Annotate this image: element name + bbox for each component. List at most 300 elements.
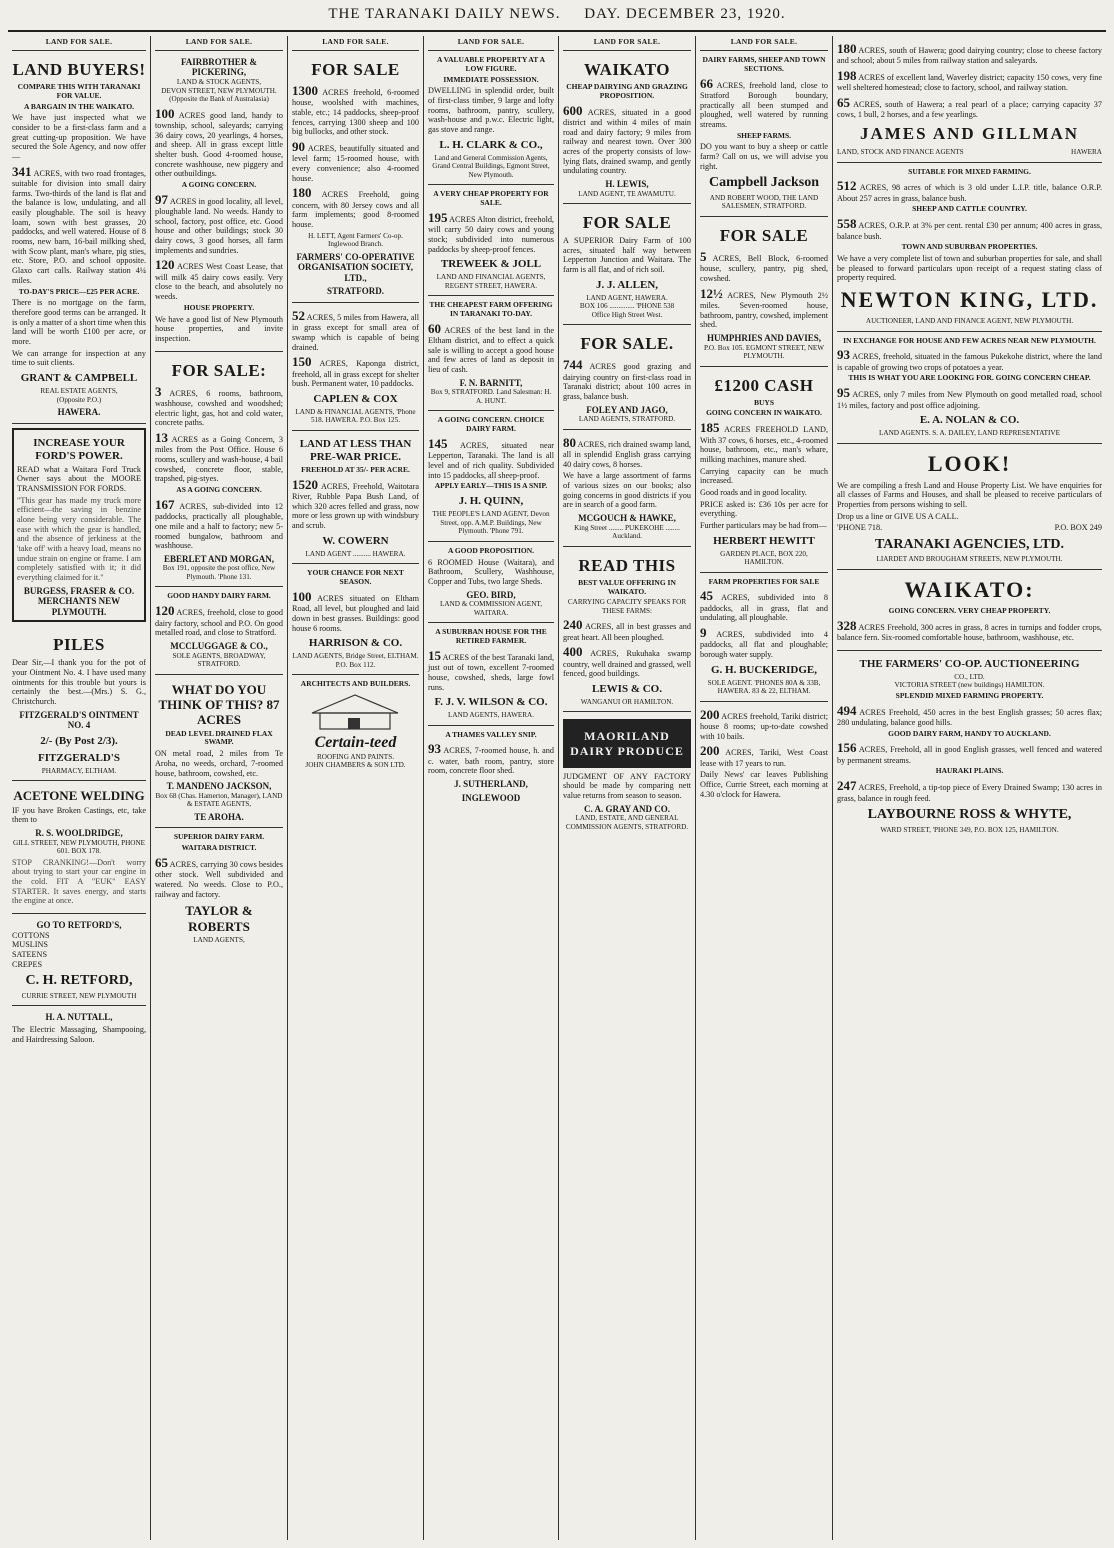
lot-1	[292, 83, 419, 137]
for-sale-headline: FOR SALE	[311, 59, 400, 79]
section-header: LAND FOR SALE.	[12, 36, 146, 51]
lot-2	[292, 139, 419, 183]
going-headline: A GOING CONCERN. CHOICE DAIRY FARM.	[437, 415, 545, 434]
headline: DAIRY FARMS, SHEEP AND TOWN SECTIONS.	[702, 54, 826, 73]
price-text: PRICE asked is: £36 10s per acre for everything.	[700, 499, 828, 519]
retford-address: CURRIE STREET, NEW PLYMOUTH	[21, 991, 137, 1000]
lot-5-text: ACRES, 7-roomed house, h. and c. water, bath room, pantry, store room, concrete floor shed.	[428, 746, 554, 776]
agent-james-gillman-town: HAWERA	[1071, 148, 1102, 157]
lot-2	[700, 249, 828, 284]
lot-2-acres: 60	[428, 320, 441, 336]
agent-cowern-sub: LAND AGENT .......... HAWERA.	[305, 549, 406, 558]
agent-sub: REAL ESTATE AGENTS,	[40, 387, 118, 396]
lot-text: ACRES, with two road frontages, suitable for division into small dairy farms. Two-thirds of the land is flat and the balance is low, undulating, and all easily ploughable. The soil is heavy loam, sown with best grasses, 20 paddocks, and well watered. House of 8 rooms, new barn, 16-bail milking shed, with Scow plant, man's whare, pig sties, etc. Store, P.O. and school opposite. Glaxo cart calls. Railway station 4¼ miles.	[12, 168, 146, 285]
house-text: We have a good list of New Plymouth house properties, and invite inspection.	[155, 314, 283, 343]
lot-4-acres: 512	[837, 178, 857, 194]
house-illustration	[292, 691, 418, 731]
further-text: Further particulars may be had from—	[700, 520, 827, 530]
mixed-headline: SUITABLE FOR MIXED FARMING.	[908, 166, 1031, 176]
agent-hewitt-sub: GARDEN PLACE, BOX 220, HAMILTON.	[720, 549, 808, 567]
coop-town: STRATFORD.	[326, 286, 385, 297]
freehold-sub: FREEHOLD AT 35/- PER ACRE.	[301, 464, 410, 474]
lot-3-text: ACRES Freehold, going concern, with 80 Jersey cows and all farm implements; good 8-roomed house.	[292, 190, 419, 229]
chance-headline: YOUR CHANCE FOR NEXT SEASON.	[307, 568, 404, 587]
mortgage-text: There is no mortgage on the farm, therefore good terms can be arranged. It is only a matter of a short time when this land will be worth £100 per acre, or more.	[12, 298, 146, 347]
firm-name: FAIRBROTHER & PICKERING,	[180, 56, 258, 78]
waikato-sub: GOING CONCERN. VERY CHEAP PROPERTY.	[888, 605, 1051, 615]
lot-8	[837, 618, 1102, 643]
text-1: A SUPERIOR Dairy Farm of 100 acres, situated half way between Lepperton Junction and Waitara. The farm is all flat, and of rich soil.	[563, 236, 691, 275]
looking-headline: THIS IS WHAT YOU ARE LOOKING FOR. GOING CONCERN CHEAP.	[848, 373, 1091, 383]
cash-sub: BUYS	[753, 397, 774, 407]
lot-6	[292, 477, 419, 531]
lot-10	[837, 740, 1102, 765]
lot-5-acres: 150	[292, 354, 312, 370]
list-text: We have a large assortment of farms of various sizes on our books; also going concerns in good districts if you are in search of a good farm.	[563, 471, 691, 510]
exchange-headline: IN EXCHANGE FOR HOUSE AND FEW ACRES NEAR NEW PLYMOUTH.	[843, 335, 1096, 345]
retford-item-1: COTTONS	[12, 930, 50, 940]
agent-james-gillman: JAMES AND GILLMAN	[859, 124, 1080, 143]
for-sale-2-headline: FOR SALE.	[580, 334, 674, 354]
lot-6	[837, 347, 1102, 372]
lot-3-text: ACRES, New Plymouth 2½ miles. Seven-roomed house, bathroom, pantry, cowshed, implement shed.	[700, 290, 828, 330]
text-1: DWELLING in splendid order, built of first-class timber, 9 large and lofty rooms, bathroom, pantry, scullery, wash-house and p.w.c. Electric light, gas stove and range.	[428, 86, 554, 135]
agent-mandeno: T. MANDENO JACKSON,	[166, 781, 272, 792]
firm-newton-king-sub: AUCTIONEER, LAND AND FINANCE AGENT, NEW PLYMOUTH.	[865, 317, 1074, 326]
bargain-title: A BARGAIN IN THE WAIKATO.	[23, 101, 135, 111]
look-text: We are compiling a fresh Land and House Property List. We have enquiries for all classes of Farms and Houses, and shall be pleased to receive particulars of Properties from persons wishing to sell.	[837, 480, 1102, 509]
sheep-headline: SHEEP AND CATTLE COUNTRY.	[912, 204, 1027, 214]
agent-james-gillman-sub: LAND, STOCK AND FINANCE AGENTS	[837, 148, 964, 157]
ad-harrison	[292, 564, 419, 675]
agent-gray: C. A. GRAY AND CO.	[583, 803, 671, 814]
lot-7-acres: 95	[837, 385, 850, 401]
lot-4-text: ACRES, 98 acres of which is 3 old under L.I.P. title, balance O.R.P. About 257 acres in grass, balance bush.	[837, 183, 1102, 203]
lot-2-acres: 97	[155, 191, 168, 207]
cheapest-headline: THE CHEAPEST FARM OFFERING IN TARANAKI TO-DAY.	[429, 300, 553, 318]
lot-7	[837, 385, 1102, 410]
lot-7-text: ACRES, freehold, close to good dairy factory, school and P.O. On good metalled road, and close to Stratford.	[155, 608, 283, 638]
agent-barnitt-sub: Box 9, STRATFORD. Land Salesman: H. A. HUNT.	[430, 388, 552, 405]
agent-treweek-sub: LAND AND FINANCIAL AGENTS, REGENT STREET, HAWERA.	[436, 273, 546, 290]
lot-4-text: ACRES, 6 rooms, bathroom, washhouse, cowshed and woodshed; electric light, gas, hot and cold water, concrete paths.	[155, 388, 283, 428]
section-header: LAND FOR SALE.	[700, 36, 828, 51]
suburban-headline: A SUBURBAN HOUSE FOR THE RETIRED FARMER.	[435, 627, 547, 645]
lot-2-text: ACRES in good locality, all level, ploughable land. No weeds. Handy to school, factory, post office, etc. Good house and other buildings; stock 30 dairy cows, 3 good horses, all farm implements and sundries.	[155, 196, 283, 255]
piles-text: Dear Sir,—I thank you for the pot of your Ointment No. 4. I have used many ointments for this trouble but yours is certainly the best.—(Mrs.) S. G., Christchurch.	[12, 658, 146, 707]
masthead	[0, 6, 1114, 28]
agent-allen-office: Office High Street West.	[591, 310, 663, 319]
ad-lewis	[563, 51, 691, 204]
coop-address: VICTORIA STREET (new buildings) HAMILTON.	[894, 681, 1045, 690]
lot-7-acres: 200	[700, 706, 720, 722]
what-headline: WHAT DO YOU THINK OF THIS? 87 ACRES	[158, 681, 280, 728]
ad-taylor	[155, 828, 283, 949]
certain-firm: JOHN CHAMBERS & SON LTD.	[305, 761, 406, 770]
agent-sutherland: J. SUTHERLAND,	[454, 779, 528, 790]
lot-4	[837, 178, 1102, 203]
lot-3	[837, 95, 1102, 120]
agent-allen-phone: BOX 106 .............. 'PHONE 538	[579, 302, 675, 311]
lot-7	[155, 603, 283, 638]
ford-agent: BURGESS, FRASER & CO. MERCHANTS NEW PLYMOUTH.	[23, 585, 135, 617]
ad-farmers-coop	[837, 651, 1102, 839]
lot-7-acres: 100	[292, 588, 312, 604]
lot-3-acres: 120	[155, 257, 175, 273]
firm-sub: LAND & STOCK AGENTS,	[176, 78, 262, 87]
agent-mccluggage-sub: SOLE AGENTS, BROADWAY, STRATFORD.	[172, 651, 266, 669]
lot-7-text: ACRES, only 7 miles from New Plymouth on good metalled road, school 1½ miles, factory and post office adjoining.	[837, 390, 1102, 410]
lot-11-text: ACRES, Freehold, a tip-top piece of Every Drained Swamp; 130 acres in grass, balance in rough feed.	[837, 783, 1102, 803]
lot-6-acres: 167	[155, 496, 175, 512]
text-2: 6 ROOMED House (Waitara), and Bathroom, Scullery, Washhouse, Copper and Tubs, two large Sheds.	[428, 557, 554, 586]
lot-1-acres: 66	[700, 75, 713, 91]
lot-1	[700, 76, 828, 130]
piles-firm-sub: PHARMACY, ELTHAM.	[41, 766, 117, 775]
lot-6-acres: 93	[837, 347, 850, 363]
column-2	[151, 36, 288, 1540]
ad-grant-campbell	[12, 51, 146, 424]
agent-nolan-sub: LAND AGENTS. S. A. DAILEY, LAND REPRESENTATIVE	[879, 429, 1060, 438]
lot-7	[292, 589, 419, 633]
lot-2-acres: 744	[563, 357, 583, 373]
lot-5	[563, 644, 691, 679]
agencies-address: LIARDET AND BROUGHAM STREETS, NEW PLYMOUTH.	[876, 555, 1063, 564]
weld-body: STOP CRANKING!—Don't worry about trying to start your car engine in the cold. FIT A "EUK" EASY STARTER. It saves energy, and starts the engine at once.	[12, 857, 146, 906]
lot-3-acres: 12½	[700, 285, 723, 301]
agent-mccluggage: MCCLUGGAGE & CO.,	[170, 640, 268, 651]
lot-2-acres: 5	[700, 248, 707, 264]
ad-eberlet	[155, 352, 283, 588]
agent-lewis: H. LEWIS,	[605, 178, 649, 189]
retford-item-2: MUSLINS	[12, 940, 48, 950]
lot-2	[155, 192, 283, 256]
headline: LAND BUYERS!	[12, 59, 146, 79]
lot-5-text: ACRES as a Going Concern, 3 miles from the Post Office. House 6 rooms, scullery and wash-house, 4 bail cowshed, concrete floor, stable, trapshed, pig-styes.	[155, 435, 283, 484]
lot-1-text: ACRES freehold, 6-roomed house, woolshed with machines, stable, etc.; 14 paddocks, sheep-proof fences, carrying 1300 sheep and 100 big bullocks, and other stock.	[292, 87, 419, 137]
lot-6-text: ACRES, sub-divided into 12 paddocks, practically all ploughable, one mile and a half to factory; new 5-roomed bungalow, bathroom and washhouse.	[155, 501, 283, 551]
agent-laybourne: LAYBOURNE ROSS & WHYTE,	[867, 807, 1072, 823]
sheep-headline: SHEEP FARMS.	[736, 130, 792, 140]
section-header: LAND FOR SALE.	[428, 36, 554, 51]
lot-9-acres: 494	[837, 702, 857, 718]
house-property: HOUSE PROPERTY.	[183, 302, 255, 312]
po-box: P.O. BOX 249	[1054, 523, 1102, 533]
agent-allen-sub: LAND AGENT, HAWERA.	[586, 293, 668, 302]
lot-3	[292, 185, 419, 229]
lot-7-text: ACRES situated on Eltham Road, all level, but ploughed and laid down in best grasses. Buildings: good house 6 rooms.	[292, 593, 419, 633]
lot-3-acres: 80	[563, 434, 576, 450]
ford-body: "This gear has made my truck more efficient—the saving in benzine alone being very considerable. The ease with which the gear is handled, and the absence of jerkiness at the 'take off' with a heavy load, means no undue strain on engine or frame. I am completely satisfied with it; it did everything claimed for it."	[17, 495, 141, 582]
ad-for-sale	[292, 51, 419, 303]
agent-mcgouch-sub: King Street ........ PUKEKOHE ........ Auckland.	[574, 523, 680, 541]
certain-sub: ROOFING AND PAINTS.	[316, 752, 394, 761]
lot-1-text: ACRES, south of Hawera; good dairying country; close to cheese factory and school; about 5 miles from railway station and saleyards.	[837, 46, 1102, 66]
agent-quinn-sub: THE PEOPLE'S LAND AGENT, Devon Street, opp. A.M.P. Buildings, New Plymouth. 'Phone 791.	[432, 510, 550, 536]
ad-newton-king	[837, 163, 1102, 332]
agent-mcgouch: MCGOUCH & HAWKE,	[578, 513, 676, 524]
lot-5-text: ACRES, Kaponga district, freehold, all in grass except for shelter bush. Permanent water, 10 paddocks.	[292, 359, 419, 389]
auckland-headline: GOOD DAIRY FARM, HANDY TO AUCKLAND.	[888, 728, 1051, 738]
agent-caplen-sub: LAND & FINANCIAL AGENTS, 'Phone 518. HAWERA. P.O. Box 125.	[295, 407, 416, 425]
lot-4-acres: 52	[292, 308, 305, 323]
going-concern: A GOING CONCERN.	[181, 179, 257, 189]
lot-6-acres: 1520	[292, 476, 318, 492]
masthead-date: DAY. DECEMBER 23, 1920.	[584, 6, 786, 22]
lot-8-text: ACRES, carrying 30 cows besides other stock. Well subdivided and watered. No weeds. Close to P.O., railway and factory.	[155, 860, 283, 899]
lot-3-text: ACRES, situated near Lepperton, Taranaki. The land is all level and of rich quality. Subdivided into 15 paddocks, all sheep-proof.	[428, 441, 554, 480]
ad-nuttall	[12, 1006, 146, 1051]
lot-5-acres: 400	[563, 644, 583, 660]
lot-2-acres: 198	[837, 68, 857, 83]
lot-6-text: ACRES, subdivided into 4 paddocks, all flat and ploughable; borough water supply.	[700, 630, 828, 660]
ford-text: READ what a Waitara Ford Truck Owner says about the MOORE TRANSMISSION FOR FORDS.	[17, 464, 141, 493]
agent-address: (Opposite P.O.)	[56, 395, 102, 404]
agent-taylor-sub: LAND AGENTS,	[193, 936, 245, 945]
farm-props-headline: FARM PROPERTIES FOR SALE	[708, 576, 820, 586]
cheap-headline: A VERY CHEAP PROPERTY FOR SALE.	[433, 189, 549, 207]
column-6	[696, 36, 833, 1540]
news-text: Daily News' car leaves Publishing Office, Currie Street, each morning at 4.30 o'clock for Hawera.	[700, 770, 828, 799]
retford-headline: GO TO RETFORD'S,	[36, 920, 122, 931]
ad-barnitt	[428, 296, 554, 411]
agent-lett: H. LETT, Agent Farmers' Co-op. Inglewood Branch.	[308, 231, 403, 249]
coop-sub: CO., LTD.	[954, 672, 985, 681]
cash-headline: £1200 CASH	[714, 375, 814, 395]
lot-1-text: ACRES, freehold land, close to Stratford Borough boundary, practically all been stumped and ploughed, well watered by running streams.	[700, 80, 828, 129]
agent-lewis-co-sub: WANGANUI OR HAMILTON.	[580, 697, 674, 706]
ad-wilson	[428, 623, 554, 725]
ad-lewis-co	[563, 547, 691, 713]
lot-4-text: ACRES, 5 miles from Hawera, all in grass except for small area of swamp which is capable of being drained.	[292, 313, 419, 352]
drop-text: Drop us a line or GIVE US A CALL.	[837, 511, 959, 521]
lot-5	[428, 741, 554, 776]
town-text: We have a very complete list of town and suburban properties for sale, and shall be pleased to forward particulars upon receipt of a request stating class of property required.	[837, 254, 1102, 283]
ad-piles	[12, 626, 146, 781]
ad-caplen	[292, 303, 419, 431]
ad-foley	[563, 325, 691, 429]
ad-buckeridge	[700, 573, 828, 702]
ad-certainteed	[292, 675, 419, 774]
subheadline: COMPARE THIS WITH TARANAKI FOR VALUE.	[17, 81, 141, 100]
lot-3	[428, 436, 554, 480]
town-headline: TOWN AND SUBURBAN PROPERTIES.	[901, 242, 1038, 252]
lot-4-acres: 15	[428, 647, 441, 663]
nuttall-firm: H. A. NUTTALL,	[45, 1012, 113, 1023]
lot-1-text: ACRES good land, handy to township, school, saleyards; carrying 36 dairy cows, 20 yearlings, 4 horses, and sheep. All in grass except little shelter bush. Good 4-roomed house, concrete washhouse, new piggery and other outbuildings.	[155, 110, 283, 179]
lot-5-acres: 558	[837, 216, 857, 232]
lot-6	[155, 497, 283, 551]
lot-9	[837, 703, 1102, 728]
column-3	[288, 36, 424, 1540]
carry-line: CARRYING CAPACITY SPEAKS FOR THESE FARMS:	[567, 598, 687, 615]
ad-quinn	[428, 411, 554, 541]
firm-sub: AND ROBERT WOOD, THE LAND SALESMEN, STRATFORD.	[709, 193, 819, 211]
lot-2	[837, 68, 1102, 93]
lot-4	[563, 617, 691, 642]
agent-buckeridge: G. H. BUCKERIDGE,	[710, 663, 818, 676]
agent-lewis-sub: LAND AGENT, TE AWAMUTU.	[578, 189, 676, 198]
price-line: TO-DAY'S PRICE—£25 PER ACRE.	[18, 286, 140, 296]
agent-wilson-sub: LAND AGENTS, HAWERA.	[447, 711, 535, 720]
lot-1-acres: 180	[837, 41, 857, 56]
column-5	[559, 36, 696, 1540]
agent-barnitt: F. N. BARNITT,	[459, 377, 523, 388]
lot-3-acres: 145	[428, 436, 448, 452]
maoriland-banner: MAORILAND DAIRY PRODUCE	[563, 719, 691, 767]
lot-2-text: ACRES, beautifully situated and level farm; 15-roomed house, with every convenience; also 4-roomed house.	[292, 143, 419, 183]
agent-eberlet: EBERLET AND MORGAN,	[163, 553, 275, 564]
lot-5	[700, 588, 828, 623]
lot-4-acres: 3	[155, 383, 162, 399]
lot-5-text: ACRES, subdivided into 8 paddocks, all in grass, flat and undulating, all ploughable.	[700, 593, 828, 623]
firm-name: Campbell Jackson	[708, 175, 820, 191]
retford-item-3: SATEENS	[12, 950, 48, 960]
phone: 'PHONE 718.	[837, 523, 883, 533]
retford-firm: C. H. RETFORD,	[25, 973, 133, 989]
agent-buckeridge-sub: SOLE AGENT. 'PHONES 80A & 33B, HAWERA. 83 & 22, ELTHAM.	[707, 678, 821, 696]
ad-clark	[428, 51, 554, 185]
lot-1	[837, 41, 1102, 66]
agent-sutherland-town: INGLEWOOD	[461, 792, 521, 803]
lot-10-text: ACRES, Freehold, all in good English grasses, well fenced and watered by permanent streams.	[837, 745, 1102, 765]
lot-2-text: ACRES of the best land in the Eltham district, and to effect a quick sale is willing to accept a good house and few acres of land as deposit in lieu of cash.	[428, 325, 554, 375]
for-sale-headline: FOR SALE	[582, 213, 672, 233]
agent-james-gillman-line	[837, 148, 1102, 156]
lot-8-acres: 328	[837, 617, 857, 633]
for-sale-headline: FOR SALE	[719, 225, 809, 245]
lot-2-acres: 90	[292, 138, 305, 154]
agent-eberlet-address: Box 191, opposite the post office, New Plymouth. 'Phone 131.	[162, 564, 276, 581]
immediate-sub: IMMEDIATE POSSESSION.	[443, 74, 539, 84]
lot-4	[155, 384, 283, 428]
lot-8-acres: 200	[700, 743, 720, 759]
weld-headline: ACETONE WELDING	[13, 788, 145, 804]
piles-firm: FITZGERALD'S	[38, 752, 120, 765]
waitara-sub: WAITARA DISTRICT.	[181, 843, 257, 853]
ad-tariki	[700, 702, 828, 807]
lot-3-text: ACRES West Coast Lease, that will milk 45 dairy cows easily. Very close to the beach, and absolutely no weeds.	[155, 262, 283, 302]
agent-town: HAWERA.	[57, 406, 101, 417]
lot-4	[428, 648, 554, 692]
inspect-text: We can arrange for inspection at any time to suit clients.	[12, 348, 146, 368]
ad-sutherland	[428, 726, 554, 809]
lot-3	[155, 257, 283, 301]
headline: A VALUABLE PROPERTY AT A LOW FIGURE.	[436, 54, 546, 73]
firm-address: DEVON STREET, NEW PLYMOUTH. (Opposite the Bank of Australasia)	[161, 86, 277, 104]
waikato-headline: WAIKATO:	[904, 576, 1035, 602]
ad-maoriland	[563, 712, 691, 836]
ad-bird	[428, 542, 554, 623]
prewar-headline: LAND AT LESS THAN PRE-WAR PRICE.	[299, 437, 412, 463]
hauraki-headline: HAURAKI PLAINS.	[935, 766, 1004, 776]
retford-item-4: CREPES	[12, 959, 43, 969]
lot-5-text: ACRES, Rukuhaka swamp country, well drained and grassed, well fenced, good buildings.	[563, 649, 691, 679]
lot-8-acres: 65	[155, 855, 168, 871]
lot-4-text: ACRES, all in best grasses and great heart. All been ploughed.	[563, 622, 691, 642]
agent-bird: GEO. BIRD,	[466, 589, 516, 600]
sheep-text: DO you want to buy a sheep or cattle farm? Call on us, we will advise you right.	[700, 142, 828, 171]
agent-clark: L. H. CLARK & CO.,	[439, 138, 543, 151]
agent-name: GRANT & CAMPBELL	[20, 372, 138, 385]
ad-retford	[12, 914, 146, 1006]
agent-lewis-co: LEWIS & CO.	[592, 682, 662, 695]
lot-8	[700, 743, 828, 768]
ad-mandeno	[155, 675, 283, 829]
lot-1-acres: 195	[428, 209, 448, 225]
lot-4	[292, 308, 419, 352]
piles-brand: FITZGERALD'S OINTMENT NO. 4	[19, 709, 139, 731]
weld-address: GILL STREET, NEW PLYMOUTH, PHONE 601. BOX 178.	[12, 838, 146, 856]
lot-4	[700, 420, 828, 464]
lot-3	[563, 435, 691, 470]
lot-1	[428, 210, 554, 254]
agent-humphries-sub: P.O. Box 105. EGMONT STREET, NEW PLYMOUTH.	[703, 343, 825, 361]
agent-humphries: HUMPHRIES AND DAVIES,	[706, 332, 822, 343]
ad-hewitt	[700, 367, 828, 573]
ad-taranaki-agencies	[837, 444, 1102, 570]
agent-harrison-sub: LAND AGENTS, Bridge Street, ELTHAM. P.O. Box 112.	[292, 652, 419, 669]
agent-mandeno-town: TE AROHA.	[194, 811, 244, 822]
lot-1-text: ACRES, situated in a good district and within 4 miles of main road and dairy factory; 9 miles from railway and nearest town. Over 300 acres of the property consists of low-lying flats, drained swamp, and gently undulating country.	[563, 107, 691, 176]
good-prop-headline: A GOOD PROPOSITION.	[447, 545, 535, 555]
ad-cowern	[292, 431, 419, 564]
lot-description	[12, 164, 146, 286]
lot-4-text: ACRES FREEHOLD LAND, With 37 cows, 6 horses, etc., 4-roomed house, bathroom, etc., man's whare, milking machines, manure shed.	[700, 425, 828, 464]
firm-newton-king: NEWTON KING, LTD.	[840, 287, 1099, 313]
lot-5	[837, 216, 1102, 241]
agent-mandeno-sub: Box 68 (Chas. Hamerton, Manager), LAND & ESTATE AGENTS,	[155, 791, 283, 809]
weld-firm: R. S. WOOLDRIDGE,	[35, 828, 123, 839]
ad-fairbrother	[155, 51, 283, 352]
agent-bird-sub: LAND & COMMISSION AGENT, WAITARA.	[439, 600, 543, 617]
lot-5-acres: 13	[155, 430, 168, 445]
look-headline: LOOK!	[927, 450, 1012, 476]
good-roads-text: Good roads and in good locality.	[700, 487, 807, 497]
agent-treweek: TREWEEK & JOLL	[440, 258, 542, 271]
lot-5	[292, 354, 419, 389]
read-sub: BEST VALUE OFFERING IN WAIKATO.	[578, 577, 676, 596]
ad-ford	[12, 428, 146, 623]
superior-headline: SUPERIOR DAIRY FARM.	[173, 832, 265, 842]
ad-mcgouch	[563, 430, 691, 547]
ad-humphries	[700, 217, 828, 367]
lot-5-acres: 93	[428, 741, 441, 757]
lot-6-text: ACRES, freehold, situated in the famous Pukekohe district, where the land is capable of growing two crops of potatoes a year.	[837, 352, 1102, 372]
judge-text: JUDGMENT OF ANY FACTORY should be made by comparing nett value returns from season to season.	[563, 771, 691, 801]
agent-foley: FOLEY AND JAGO,	[586, 404, 668, 415]
agent-clark-sub: Land and General Commission Agents, Grand Central Buildings, Egmont Street, New Plymouth.	[432, 153, 550, 179]
what-sub: DEAD LEVEL DRAINED FLAX SWAMP.	[165, 728, 273, 747]
lot-3-text: ACRES, south of Hawera; a real pearl of a place; carrying capacity 37 cows, 1 bull, 2 horses, and a few yearlings.	[837, 100, 1102, 120]
piles-price: 2/- (By Post 2/3).	[40, 735, 118, 748]
agent-gray-sub: LAND, ESTATE, AND GENERAL COMMISSION AGENTS, STRATFORD.	[565, 814, 689, 831]
coop-name: THE FARMERS' CO-OP. AUCTIONEERING	[859, 657, 1080, 670]
lot-4-acres: 185	[700, 420, 720, 436]
headline: WAIKATO	[583, 59, 670, 79]
lot-6-text: ACRES, Freehold, Waitotara River, Rubble Papa Bush Land, of which 320 acres felled and grass, now more or less grown up with windsbury and scrub.	[292, 481, 419, 531]
lot-2	[563, 357, 691, 401]
agent-cowern: W. COWERN	[322, 534, 389, 547]
lot-7-text: ACRES freehold, Tariki district; house 8 rooms; up-to-date cowshed with 10 bails.	[700, 711, 828, 741]
masthead-rule	[8, 30, 1106, 32]
agent-allen: J. J. ALLEN,	[595, 278, 659, 291]
lot-1	[563, 103, 691, 176]
lot-7-acres: 120	[155, 603, 175, 619]
ad-nolan	[837, 332, 1102, 444]
agent-caplen: CAPLEN & COX	[313, 393, 398, 406]
agent-quinn: J. H. QUINN,	[458, 495, 524, 508]
